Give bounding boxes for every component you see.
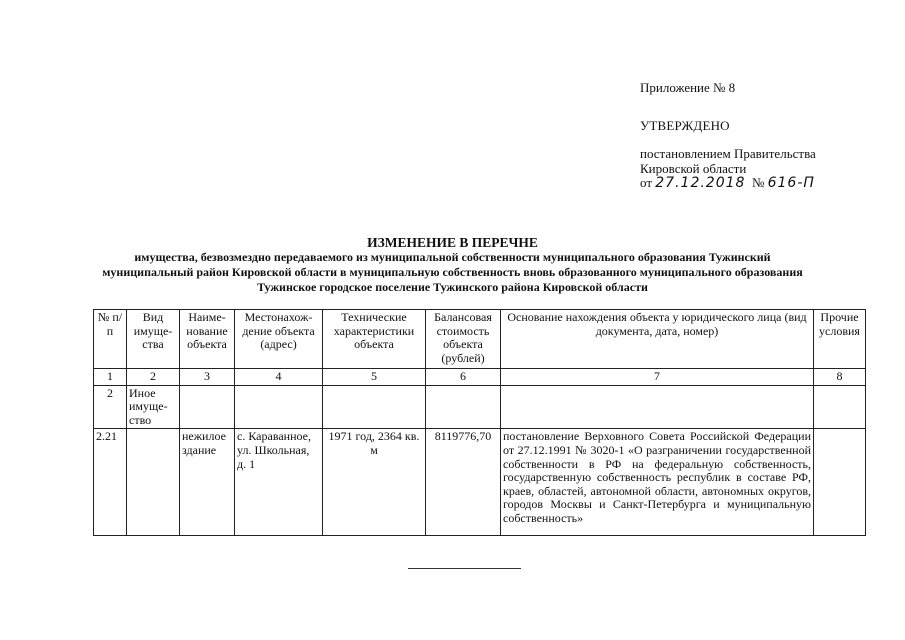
header-cell: Технические характеристики объекта [323,310,426,369]
column-number: 8 [814,369,866,386]
header-cell: Балансовая стоимость объекта (рублей) [426,310,501,369]
decree-line-2: Кировской области [640,160,747,176]
property-address: с. Караванное, ул. Школьная, д. 1 [235,429,323,536]
table-header-row [94,310,866,369]
document-title [0,235,905,295]
title-line-3: муниципальный район Кировской области в муниципальную собственность вновь образованного муниципального образования [102,265,803,279]
column-number: 1 [94,369,127,386]
decree-date: 27.12.2018 [655,175,746,191]
decree-from: от [640,175,653,190]
title-line-2: имущества, безвозмездно передаваемого из муниципальной собственности муниципального образования Тужинский [134,250,771,264]
column-number: 7 [501,369,814,386]
property-basis [501,385,814,429]
column-number-row [94,369,866,386]
table-row [94,385,866,429]
header-cell: № п/п [94,310,127,369]
property-name: нежилое здание [180,429,235,536]
property-tech: 1971 год, 2364 кв. м [323,429,426,536]
header-cell: Местонахож-дение объекта (адрес) [235,310,323,369]
approved-stamp: УТВЕРЖДЕНО [640,118,730,133]
decree-line-1: постановлением Правительства [640,146,816,161]
property-tech [323,385,426,429]
column-number: 6 [426,369,501,386]
header-cell: Наиме-нование объекта [180,310,235,369]
row-number: 2 [94,385,127,429]
column-number: 3 [180,369,235,386]
property-kind [127,429,180,536]
row-number: 2.21 [94,429,127,536]
property-kind: Иное имуще-ство [127,385,180,429]
header-cell: Основание нахождения объекта у юридического лица (вид документа, дата, номер) [501,310,814,369]
decree-number: 616-П [767,175,815,191]
footer-divider [408,568,521,569]
column-number: 2 [127,369,180,386]
title-line-1: ИЗМЕНЕНИЕ В ПЕРЕЧНЕ [367,235,538,250]
column-number: 5 [323,369,426,386]
title-line-4: Тужинское городское поселение Тужинского района Кировской области [257,280,648,294]
property-value [426,385,501,429]
header-cell: Вид имуще-ства [127,310,180,369]
property-basis: постановление Верховного Совета Российской Федерации от 27.12.1991 № 3020-1 «О разграничении государственной собственности в РФ на федеральную собственность, государственную собственность республик в составе РФ, краев, областей, автономной области, автономных округов, городов Москвы и Санкт-Петербурга и муниципальную собственность» [501,429,814,536]
decree-block [640,147,816,191]
table-row [94,429,866,536]
decree-number-label: № [751,175,765,190]
property-value: 8119776,70 [426,429,501,536]
property-other [814,385,866,429]
column-number: 4 [235,369,323,386]
property-name [180,385,235,429]
header-cell: Прочие условия [814,310,866,369]
property-other [814,429,866,536]
appendix-label: Приложение № 8 [640,80,736,95]
property-table [93,309,866,536]
property-address [235,385,323,429]
decree-line-3 [640,176,816,191]
